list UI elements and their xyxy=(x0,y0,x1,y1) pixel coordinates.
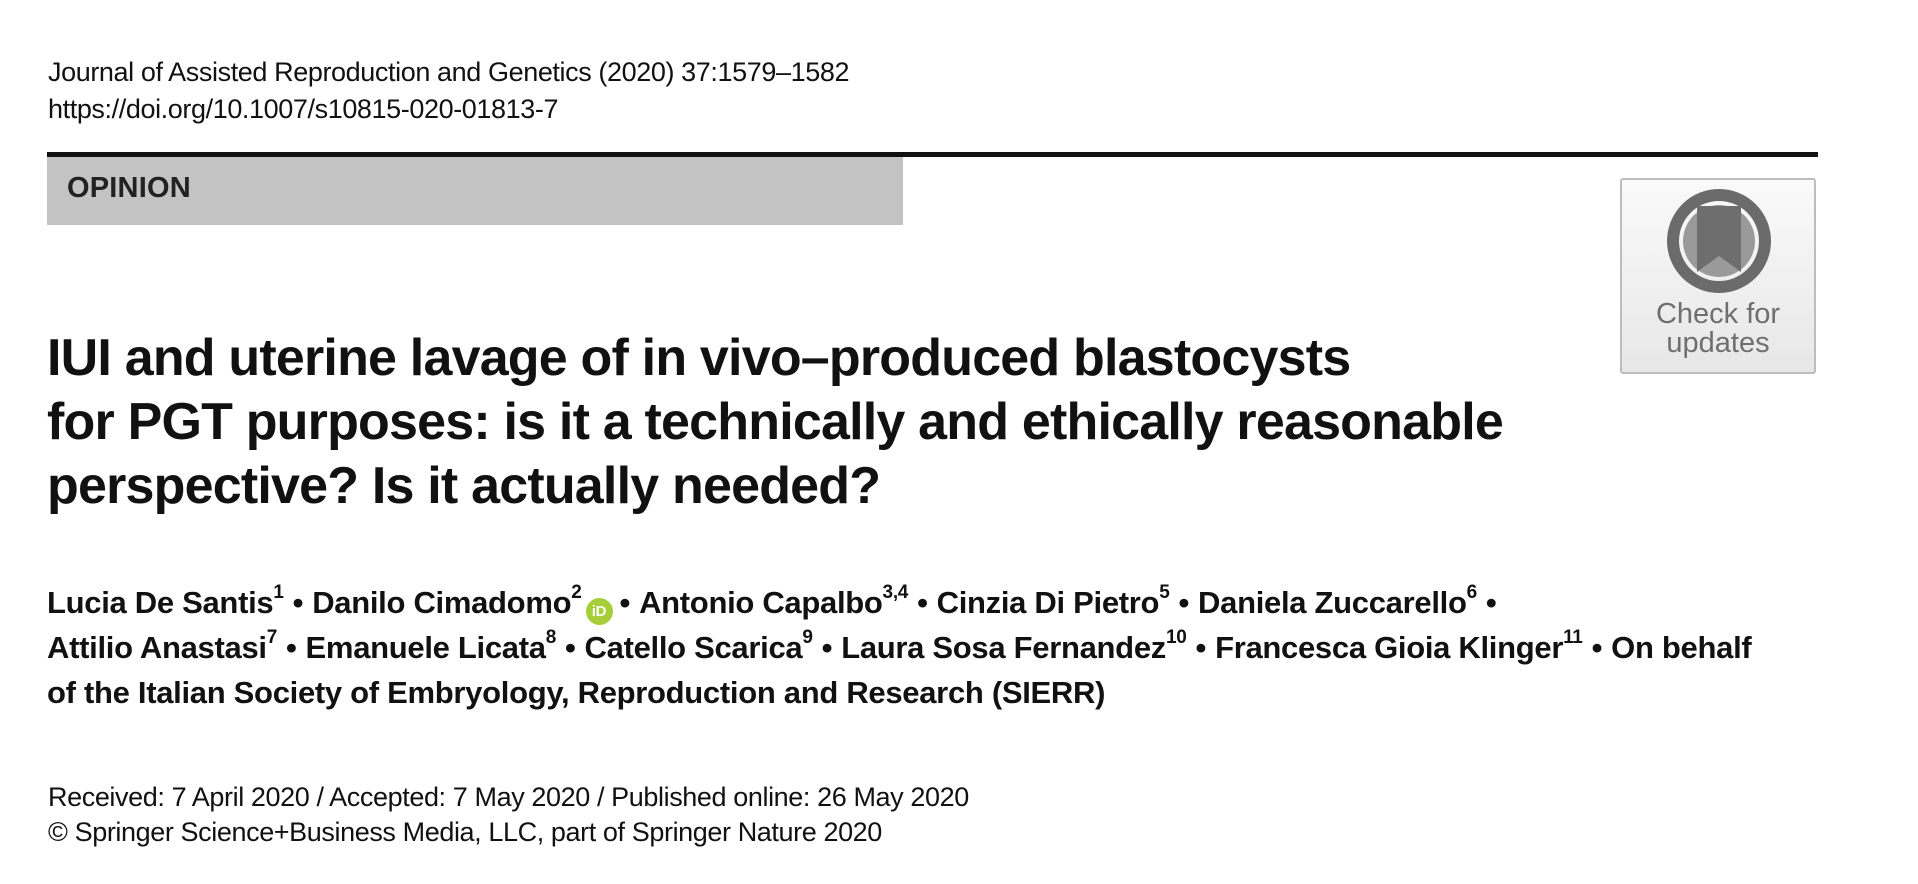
check-updates-label-2: updates xyxy=(1666,327,1770,359)
author-name[interactable]: Francesca Gioia Klinger xyxy=(1215,630,1564,665)
check-for-updates-icon xyxy=(1666,188,1772,294)
affiliation-number: 5 xyxy=(1159,581,1170,603)
affiliation-number: 3,4 xyxy=(882,581,909,603)
author-name[interactable]: Lucia De Santis xyxy=(47,585,274,620)
check-for-updates-button[interactable] xyxy=(1620,178,1816,374)
section-label: OPINION xyxy=(67,172,191,204)
affiliation-number: 7 xyxy=(266,626,277,648)
journal-header xyxy=(48,54,849,128)
section-band xyxy=(47,157,903,225)
title-line: for PGT purposes: is it a technically and ethically reasonable xyxy=(47,393,1503,451)
affiliation-number: 11 xyxy=(1563,626,1583,648)
society-name: of the Italian Society of Embryology, Reproduction and Research (SIERR) xyxy=(47,675,1106,710)
separator: • xyxy=(285,630,297,665)
publication-info xyxy=(48,780,969,850)
on-behalf-text: On behalf xyxy=(1611,630,1752,665)
separator: • xyxy=(1485,585,1497,620)
author-name[interactable]: Catello Scarica xyxy=(584,630,803,665)
affiliation-number: 1 xyxy=(273,581,284,603)
author-name[interactable]: Cinzia Di Pietro xyxy=(936,585,1160,620)
doi-link[interactable]: https://doi.org/10.1007/s10815-020-01813-7 xyxy=(48,94,559,124)
author-name[interactable]: Danilo Cimadomo xyxy=(312,585,572,620)
affiliation-number: 10 xyxy=(1165,626,1187,648)
separator: • xyxy=(1591,630,1603,665)
affiliation-number: 2 xyxy=(571,581,582,603)
separator: • xyxy=(619,585,631,620)
separator: • xyxy=(1195,630,1207,665)
article-title xyxy=(47,326,1587,518)
affiliation-number: 9 xyxy=(802,626,813,648)
author-name[interactable]: Laura Sosa Fernandez xyxy=(841,630,1166,665)
author-list xyxy=(47,580,1837,715)
author-name[interactable]: Antonio Capalbo xyxy=(639,585,883,620)
copyright-notice: © Springer Science+Business Media, LLC, part of Springer Nature 2020 xyxy=(48,817,882,847)
author-name[interactable]: Daniela Zuccarello xyxy=(1198,585,1467,620)
author-name[interactable]: Emanuele Licata xyxy=(305,630,546,665)
affiliation-number: 6 xyxy=(1466,581,1477,603)
author-line xyxy=(47,580,1837,625)
separator: • xyxy=(917,585,928,620)
affiliation-number: 8 xyxy=(545,626,556,648)
title-line: IUI and uterine lavage of in vivo–produced blastocysts xyxy=(47,329,1351,387)
check-updates-label-1: Check for xyxy=(1655,298,1781,330)
separator: • xyxy=(292,585,304,620)
title-line: perspective? Is it actually needed? xyxy=(47,457,881,515)
separator: • xyxy=(1178,585,1190,620)
author-line xyxy=(47,670,1837,715)
separator: • xyxy=(821,630,833,665)
separator: • xyxy=(564,630,576,665)
author-line xyxy=(47,625,1837,670)
author-name[interactable]: Attilio Anastasi xyxy=(47,630,267,665)
orcid-icon[interactable]: iD xyxy=(586,598,613,625)
journal-citation: Journal of Assisted Reproduction and Genetics (2020) 37:1579–1582 xyxy=(48,57,850,87)
publication-history: Received: 7 April 2020 / Accepted: 7 May 2020 / Published online: 26 May 2020 xyxy=(48,782,969,812)
